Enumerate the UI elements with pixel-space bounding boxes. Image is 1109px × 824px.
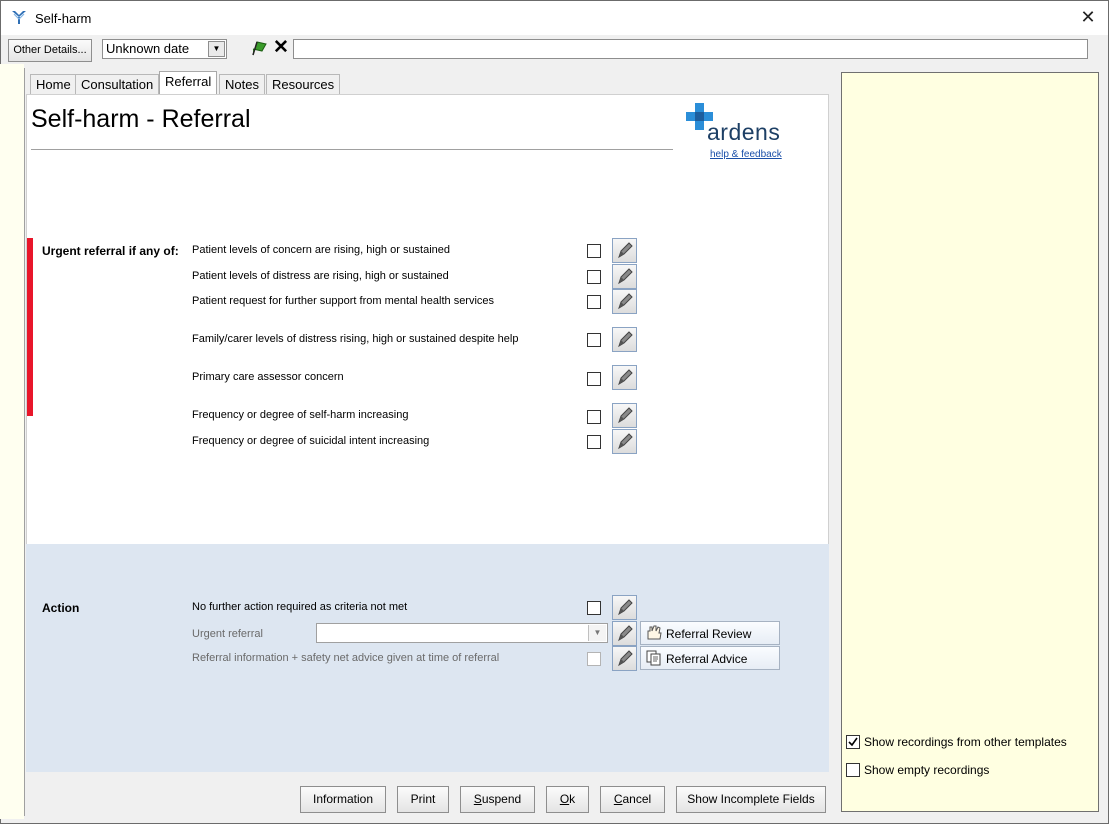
pencil-icon[interactable] [612,429,637,454]
information-button[interactable]: Information [300,786,386,813]
green-flag-icon[interactable] [249,39,269,59]
referral-review-label: Referral Review [666,627,752,641]
item-label: Primary care assessor concern [192,371,344,383]
show-other-templates-label: Show recordings from other templates [864,735,1067,749]
cancel-label-initial: C [613,792,623,806]
referral-review-button[interactable] [640,621,780,645]
show-incomplete-fields-button[interactable]: Show Incomplete Fields [676,786,826,813]
pencil-icon[interactable] [612,289,637,314]
documents-icon [645,650,663,666]
suspend-label-rest: uspend [481,792,522,806]
date-value: Unknown date [106,41,190,56]
right-border [1100,64,1108,819]
item-label: Patient levels of distress are rising, high or sustained [192,270,449,282]
close-icon[interactable]: ✕ [1080,7,1096,27]
action-heading: Action [42,601,80,615]
no-action-label: No further action required as criteria not met [192,601,408,613]
tab-home[interactable]: Home [30,74,77,96]
checkbox[interactable] [587,435,601,449]
tab-notes[interactable]: Notes [219,74,265,96]
suspend-label-initial: S [473,792,482,806]
tab-consultation[interactable]: Consultation [75,74,159,96]
chevron-down-icon[interactable]: ▼ [208,41,225,57]
clear-date-icon[interactable]: ✕ [273,37,289,58]
logo-text: ardens [707,119,781,145]
checkbox[interactable] [587,410,601,424]
checkmark-icon [847,736,859,748]
item-label: Frequency or degree of suicidal intent increasing [192,435,430,447]
ardens-logo [684,101,804,163]
ok-label-initial: O [559,792,570,806]
toolbar [1,35,1108,65]
tab-resources[interactable]: Resources [266,74,340,96]
other-details-button[interactable]: Other Details... [8,39,92,62]
pencil-icon[interactable] [612,238,637,263]
checkbox[interactable] [587,270,601,284]
urgent-referral-select[interactable] [316,623,608,643]
title-bar [1,1,1108,35]
pencil-icon[interactable] [612,646,637,671]
referral-info-checkbox[interactable] [587,652,601,666]
pencil-icon[interactable] [612,365,637,390]
cancel-label-rest: ancel [622,792,652,806]
show-other-templates-checkbox[interactable] [846,735,860,749]
checkbox[interactable] [587,333,601,347]
show-empty-label: Show empty recordings [864,763,990,777]
item-label: Patient request for further support from mental health services [192,295,495,307]
free-text-input[interactable] [293,39,1088,59]
referral-page [26,94,829,544]
pencil-icon[interactable] [612,403,637,428]
urgent-indicator-bar [27,238,33,416]
window-title: Self-harm [35,11,92,26]
help-feedback-link[interactable]: help & feedback [710,149,782,160]
referral-info-label: Referral information + safety net advice given at time of referral [192,652,500,664]
cancel-button[interactable] [600,786,665,813]
pencil-icon[interactable] [612,595,637,620]
urgent-heading: Urgent referral if any of: [42,244,179,258]
pencil-icon[interactable] [612,264,637,289]
suspend-button[interactable] [460,786,535,813]
urgent-referral-label: Urgent referral [192,628,263,640]
left-margin [0,64,24,819]
checkbox[interactable] [587,244,601,258]
item-label: Family/carer levels of distress rising, high or sustained despite help [192,333,519,345]
no-action-checkbox[interactable] [587,601,601,615]
chevron-down-icon[interactable]: ▼ [588,625,606,641]
referral-advice-label: Referral Advice [666,652,748,666]
title-divider [31,149,673,150]
pencil-icon[interactable] [612,327,637,352]
item-label: Frequency or degree of self-harm increasing [192,409,409,421]
pencil-icon[interactable] [612,621,637,646]
tab-referral[interactable]: Referral [159,71,217,94]
show-empty-checkbox[interactable] [846,763,860,777]
recordings-panel [841,72,1099,812]
date-select[interactable] [102,39,227,59]
ok-button[interactable] [546,786,589,813]
ok-label-rest: k [569,792,576,806]
checkbox[interactable] [587,295,601,309]
referral-advice-button[interactable] [640,646,780,670]
print-button[interactable]: Print [397,786,449,813]
app-logo-icon [11,9,27,25]
hand-icon [645,625,663,641]
checkbox[interactable] [587,372,601,386]
page-title: Self-harm - Referral [31,105,251,133]
item-label: Patient levels of concern are rising, high or sustained [192,244,451,256]
